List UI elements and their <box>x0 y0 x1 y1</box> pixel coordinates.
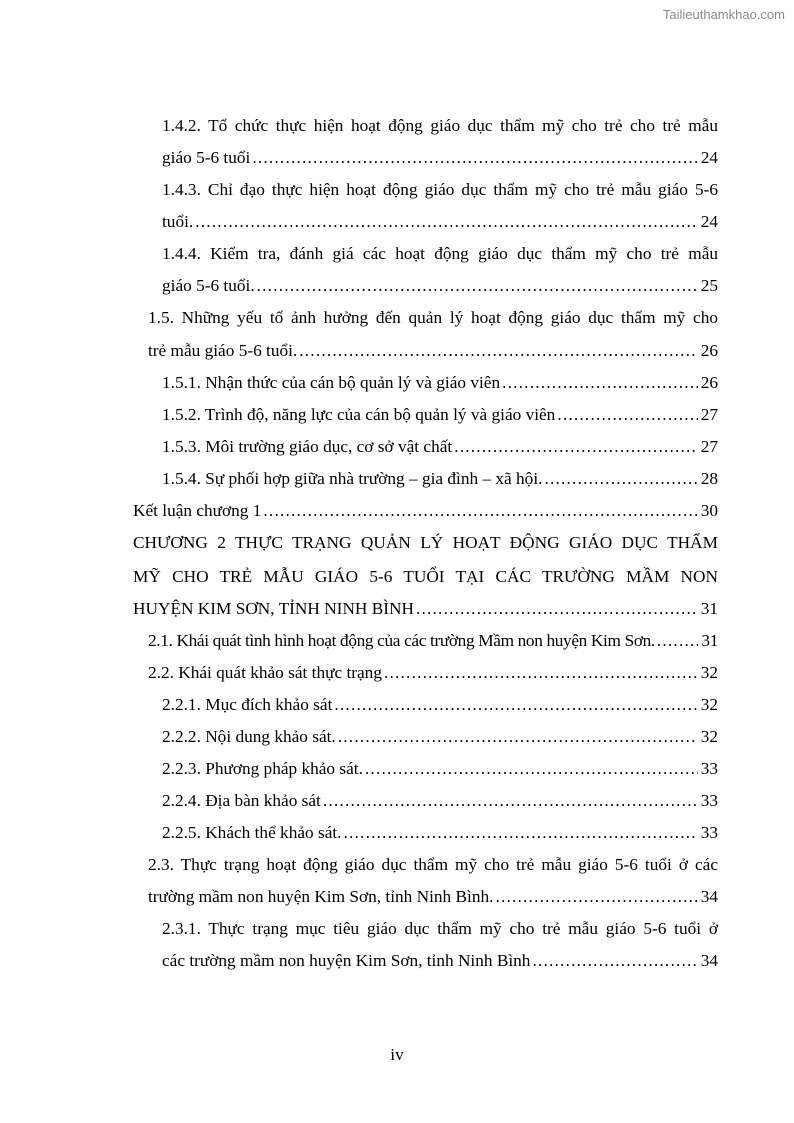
toc-entry-text: 2.2.1. Mục đích khảo sát <box>162 695 333 714</box>
dot-leader <box>334 692 697 718</box>
toc-entry-text: 2.2.3. Phương pháp khảo sát. <box>162 759 363 778</box>
dot-leader <box>502 370 698 396</box>
toc-page-number: 27 <box>700 405 718 424</box>
toc-entry-text: HUYỆN KIM SƠN, TỈNH NINH BÌNH <box>133 599 414 618</box>
toc-entry-text: 1.5.4. Sự phối hợp giữa nhà trường – gia đình – xã hội. <box>162 469 543 488</box>
toc-entry-text: trẻ mẫu giáo 5-6 tuổi. <box>148 341 298 360</box>
toc-entry-1-5-line-2[interactable] <box>148 338 718 364</box>
watermark: Tailieuthamkhao.com <box>662 7 785 22</box>
toc-entry-2-3-line-1: 2.3. Thực trạng hoạt động giáo dục thẩm mỹ cho trẻ mẫu giáo 5-6 tuổi ở các <box>148 855 718 874</box>
toc-page-number: 32 <box>700 695 718 714</box>
dot-leader <box>323 788 698 814</box>
toc-entry-text: Kết luận chương 1 <box>133 501 262 520</box>
dot-leader <box>384 660 698 686</box>
toc-entry-1-4-2-line-1: 1.4.2. Tổ chức thực hiện hoạt động giáo dục thẩm mỹ cho trẻ cho trẻ mẫu <box>162 116 718 135</box>
toc-entry-text: 1.5.3. Môi trường giáo dục, cơ sở vật chất <box>162 437 453 456</box>
dot-leader <box>338 724 698 750</box>
toc-entry-2-2-2[interactable] <box>162 724 718 750</box>
dot-leader <box>263 498 697 524</box>
toc-entry-1-4-3-line-2[interactable] <box>162 209 718 235</box>
toc-entry-1-5-4[interactable] <box>162 466 718 492</box>
toc-page-number: 33 <box>700 759 718 778</box>
dot-leader <box>195 209 698 235</box>
toc-page-number: 30 <box>700 501 718 520</box>
dot-leader <box>344 820 698 846</box>
toc-entry-2-2-1[interactable] <box>162 692 718 718</box>
toc-entry-text: 1.5.2. Trình độ, năng lực của cán bộ quản lý và giáo viên <box>162 405 556 424</box>
toc-page-number: 34 <box>700 887 718 906</box>
toc-entry-text: 2.1. Khái quát tình hình hoạt động của các trường Mầm non huyện Kim Sơn. <box>148 631 655 650</box>
dot-leader <box>557 402 697 428</box>
toc-entry-2-3-line-2[interactable] <box>148 884 718 910</box>
toc-entry-text: 2.2. Khái quát khảo sát thực trạng <box>148 663 382 682</box>
toc-entry-1-4-4-line-1: 1.4.4. Kiểm tra, đánh giá các hoạt động giáo dục thẩm mỹ cho trẻ mẫu <box>162 244 718 263</box>
dot-leader <box>495 884 697 910</box>
toc-entry-1-5-2[interactable] <box>162 402 718 428</box>
dot-leader <box>257 273 698 299</box>
dot-leader <box>657 628 699 654</box>
toc-entry-1-5-line-1: 1.5. Những yếu tố ảnh hưởng đến quản lý hoạt động giáo dục thẩm mỹ cho <box>148 308 718 327</box>
toc-entry-text: tuổi. <box>162 212 194 231</box>
dot-leader <box>454 434 698 460</box>
toc-page-number: 27 <box>700 437 718 456</box>
toc-page-number: 24 <box>700 212 718 231</box>
toc-page-number: 24 <box>700 148 718 167</box>
dot-leader <box>299 338 697 364</box>
toc-entry-text: giáo 5-6 tuổi <box>162 148 251 167</box>
toc-entry-2-3-1-line-2[interactable] <box>162 948 718 974</box>
toc-entry-text: 2.2.2. Nội dung khảo sát. <box>162 727 336 746</box>
toc-page-number: 31 <box>700 599 718 618</box>
toc-entry-2-2-3[interactable] <box>162 756 718 782</box>
toc-entry-text: 1.5.1. Nhận thức của cán bộ quản lý và giáo viên <box>162 373 501 392</box>
toc-page-number: 33 <box>700 823 718 842</box>
toc-page-number: 34 <box>700 951 718 970</box>
page-number: iv <box>390 1045 404 1064</box>
toc-entry-2-3-1-line-1: 2.3.1. Thực trạng mục tiêu giáo dục thẩm mỹ cho trẻ mẫu giáo 5-6 tuổi ở <box>162 919 718 938</box>
dot-leader <box>532 948 697 974</box>
dot-leader <box>416 596 698 622</box>
toc-entry-1-4-2-line-2[interactable] <box>162 145 718 171</box>
toc-entry-chapter-2-line-1: CHƯƠNG 2 THỰC TRẠNG QUẢN LÝ HOẠT ĐỘNG GIÁO DỤC THẨM <box>133 533 718 552</box>
toc-page-number: 32 <box>700 727 718 746</box>
toc-entry-1-4-4-line-2[interactable] <box>162 273 718 299</box>
toc-page-number: 31 <box>701 631 718 650</box>
toc-entry-1-5-3[interactable] <box>162 434 718 460</box>
dot-leader <box>252 145 697 171</box>
toc-entry-text: các trường mầm non huyện Kim Sơn, tỉnh Ninh Bình <box>162 951 531 970</box>
toc-page-number: 32 <box>700 663 718 682</box>
toc-page-number: 33 <box>700 791 718 810</box>
toc-entry-1-5-1[interactable] <box>162 370 718 396</box>
toc-entry-text: 2.2.5. Khách thể khảo sát. <box>162 823 342 842</box>
toc-entry-text: 2.2.4. Địa bàn khảo sát <box>162 791 321 810</box>
toc-page-number: 26 <box>700 373 718 392</box>
toc-entry-chapter-2-line-2: MỸ CHO TRẺ MẪU GIÁO 5-6 TUỔI TẠI CÁC TRƯỜNG MẦM NON <box>133 567 718 586</box>
toc-entry-2-2-4[interactable] <box>162 788 718 814</box>
dot-leader <box>365 756 698 782</box>
toc-entry-2-1[interactable] <box>148 628 718 654</box>
toc-page-number: 28 <box>700 469 718 488</box>
toc-entry-text: trường mầm non huyện Kim Sơn, tỉnh Ninh Bình. <box>148 887 494 906</box>
toc-entry-2-2[interactable] <box>148 660 718 686</box>
toc-page-number: 25 <box>700 276 718 295</box>
dot-leader <box>544 466 697 492</box>
toc-entry-1-4-3-line-1: 1.4.3. Chỉ đạo thực hiện hoạt động giáo dục thẩm mỹ cho trẻ mẫu giáo 5-6 <box>162 180 718 199</box>
toc-entry-2-2-5[interactable] <box>162 820 718 846</box>
toc-entry-text: giáo 5-6 tuổi. <box>162 276 255 295</box>
toc-page-number: 26 <box>700 341 718 360</box>
toc-entry-chapter-2-line-3[interactable] <box>133 596 718 622</box>
toc-entry-conclusion-chapter-1[interactable] <box>133 498 718 524</box>
